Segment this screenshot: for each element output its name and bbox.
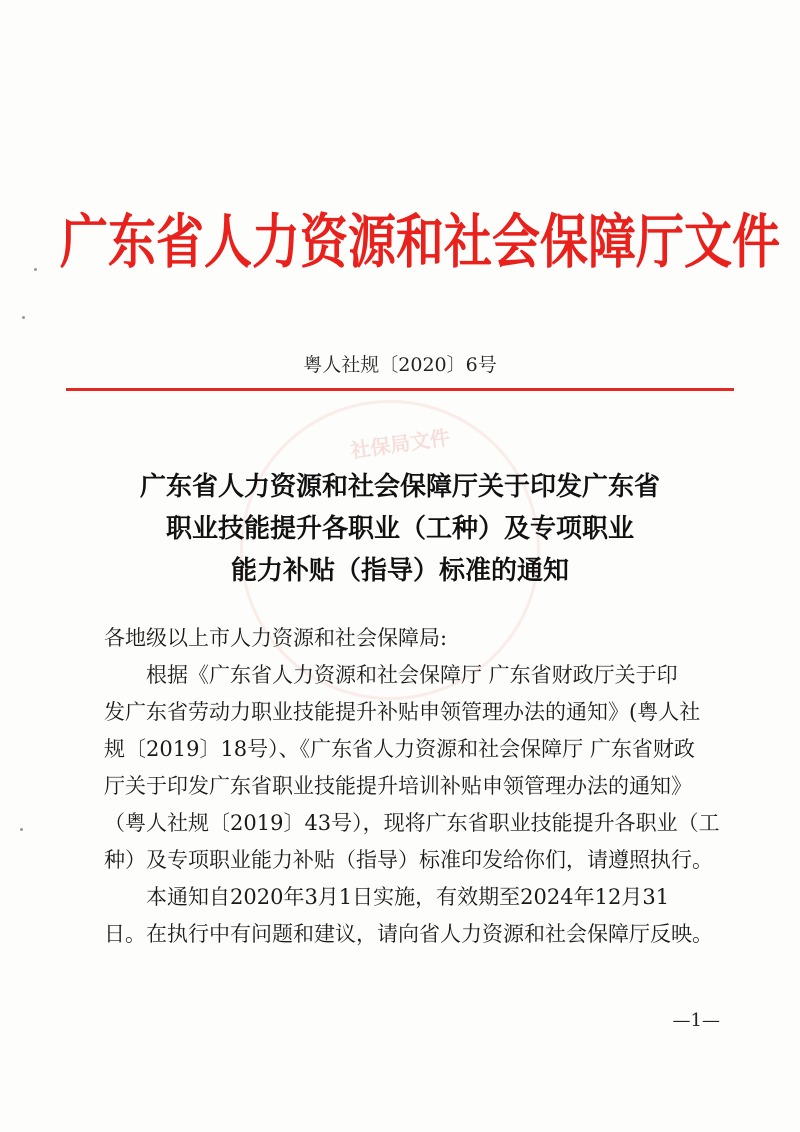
paragraph-text: 本通知自2020年3月1日实施，有效期至2024年12月31 (146, 885, 670, 909)
salutation (104, 620, 714, 657)
page-number: —1— (672, 1010, 720, 1031)
paragraph-text: 根据《广东省人力资源和社会保障厅 广东省财政厅关于印 (146, 663, 678, 687)
title-line: 广东省人力资源和社会保障厅关于印发广东省 (139, 472, 660, 502)
notice-title (60, 466, 740, 592)
title-line: 能力补贴（指导）标准的通知 (230, 556, 569, 586)
paragraph-text: （粤人社规〔2019〕43号），现将广东省职业技能提升各职业（工 (104, 811, 720, 835)
title-line: 职业技能提升各职业（工种）及专项职业 (165, 514, 634, 544)
paragraph-text: 发广东省劳动力职业技能提升补贴申领管理办法的通知》(粤人社 (104, 700, 701, 724)
notice-body (104, 620, 720, 953)
document-masthead: 广东省人力资源和社会保障厅文件 (60, 208, 781, 277)
scan-speck (34, 268, 37, 271)
seal-text: 社保局文件 (349, 425, 452, 463)
paragraph-line (104, 879, 714, 916)
paragraph-text: 规〔2019〕18号）、《广东省人力资源和社会保障厅 广东省财政 (104, 737, 695, 761)
paragraph-line (104, 731, 714, 768)
scan-speck (20, 828, 23, 831)
paragraph-text: 日。在执行中有问题和建议，请向省人力资源和社会保障厅反映。 (104, 922, 713, 946)
paragraph-line (104, 694, 714, 731)
paragraph-line (104, 842, 714, 879)
paragraph-line (104, 657, 714, 694)
document-number: 粤人社规〔2020〕6号 (303, 354, 497, 376)
paragraph-text: 厅关于印发广东省职业技能提升培训补贴申领管理办法的通知》 (104, 774, 692, 798)
paragraph-line (104, 916, 714, 953)
salutation-text: 各地级以上市人力资源和社会保障局: (104, 626, 448, 650)
paragraph-text: 种）及专项职业能力补贴（指导）标准印发给你们，请遵照执行。 (104, 848, 713, 872)
paragraph-line (104, 768, 714, 805)
paragraph-line (104, 805, 720, 842)
scan-speck (22, 316, 25, 319)
red-divider-rule (66, 388, 734, 391)
